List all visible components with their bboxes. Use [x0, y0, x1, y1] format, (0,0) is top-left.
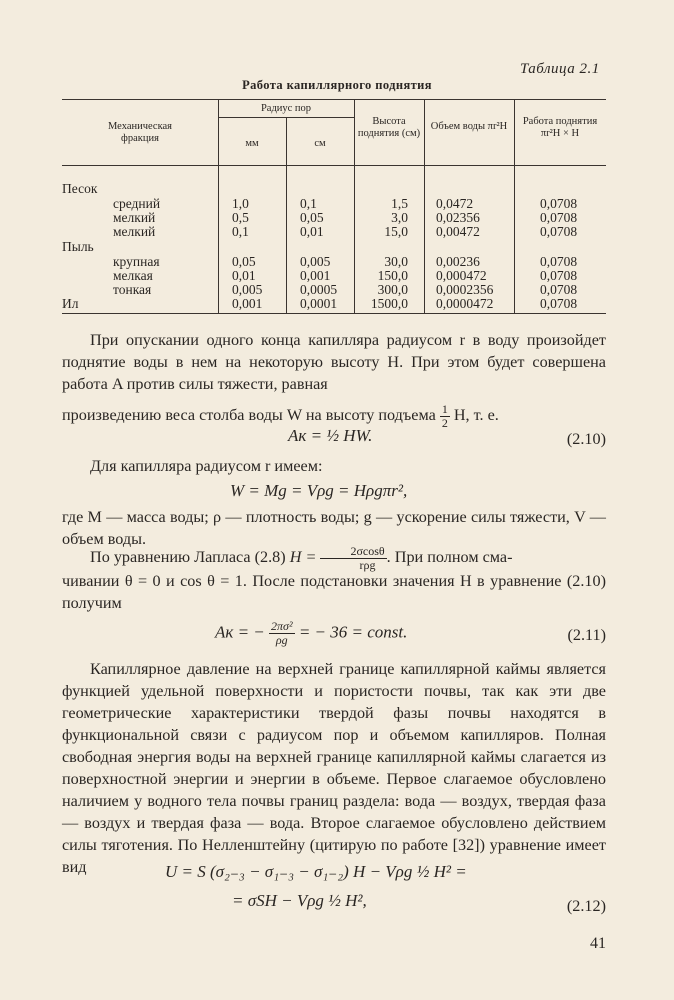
cell-work: 0,0708: [540, 196, 578, 211]
cell-volume: 0,0472: [436, 196, 474, 211]
row-name: мелкий: [113, 210, 156, 225]
header-height: Высота поднятия (см): [357, 116, 421, 139]
group-label: Ил: [62, 296, 79, 311]
table-caption: Таблица 2.1: [520, 61, 600, 77]
text-run: произведению веса столба воды W на высоту подъема: [62, 406, 436, 425]
cell-volume: 0,0000472: [436, 296, 494, 311]
fraction-denominator: ρg: [275, 633, 288, 647]
table-row: [0, 282, 674, 297]
table-row: [0, 268, 674, 283]
equation-number: (2.12): [566, 897, 606, 915]
cell-mm: 0,05: [232, 254, 256, 269]
cell-volume: 0,000472: [436, 268, 487, 283]
cell-height: 3,0: [391, 210, 408, 225]
cell-mm: 0,005: [232, 282, 263, 297]
cell-mm: 0,01: [232, 268, 256, 283]
cell-work: 0,0708: [540, 268, 578, 283]
equation-number: (2.11): [567, 626, 606, 644]
fraction-denominator: rρg: [359, 558, 376, 572]
paragraph: чивании θ = 0 и cos θ = 1. После подстановки значения H в уравнение (2.10) получим: [62, 572, 606, 612]
row-name: средний: [113, 196, 161, 211]
table-title: Работа капиллярного поднятия: [242, 78, 432, 92]
cell-volume: 0,00236: [436, 254, 480, 269]
cell-mm: 0,5: [232, 210, 249, 225]
table-top-rule: [62, 99, 606, 100]
text-run: . При полном сма-: [386, 548, 513, 567]
equation-number: (2.10): [566, 430, 606, 448]
cell-height: 1500,0: [370, 296, 408, 311]
equation-weight: W = Mg = Vρg = Hρgπr²,: [230, 481, 408, 500]
text-run: = − 36 = const.: [298, 622, 408, 642]
table-row: [0, 196, 674, 211]
text-run: H =: [289, 548, 317, 567]
group-row: [0, 181, 674, 196]
header-volume: Объем воды πr²H: [430, 121, 508, 132]
cell-height: 1,5: [391, 196, 408, 211]
table-row: [0, 254, 674, 269]
header-work: Работа поднятия πr²H × H: [522, 116, 598, 139]
header-radius: Радиус пор: [260, 103, 312, 114]
cell-height: 300,0: [377, 282, 408, 297]
header-bottom-rule: [62, 165, 606, 166]
cell-mm: 0,1: [232, 224, 249, 239]
fraction-numerator: 2πσ²: [271, 619, 293, 633]
group-label: Песок: [62, 181, 98, 196]
cell-work: 0,0708: [540, 296, 578, 311]
table-row: [0, 296, 674, 311]
text-run: По уравнению Лапласа (2.8): [90, 548, 286, 567]
cell-cm: 0,1: [300, 196, 317, 211]
cell-cm: 0,001: [300, 268, 331, 283]
cell-mm: 0,001: [232, 296, 263, 311]
row-name: крупная: [113, 254, 160, 269]
header-cm: см: [314, 138, 326, 149]
equation-2-12-line2: = σSH − Vρg ½ H²,: [232, 891, 367, 910]
table-row: [0, 224, 674, 239]
fraction-half: [440, 403, 450, 430]
cell-work: 0,0708: [540, 224, 578, 239]
row-name: тонкая: [113, 282, 152, 297]
cell-cm: 0,05: [300, 210, 324, 225]
cell-height: 150,0: [377, 268, 408, 283]
text-run: Aк = −: [215, 622, 265, 642]
fraction-numerator: 1: [441, 402, 448, 416]
eq211-fraction: [269, 620, 295, 647]
cell-cm: 0,0005: [300, 282, 338, 297]
row-name: мелкая: [113, 268, 153, 283]
fraction-numerator: 2σcosθ: [320, 545, 386, 559]
equation-2-10: Aк = ½ HW.: [288, 426, 373, 445]
table-bottom-rule: [62, 313, 606, 314]
paragraph: Капиллярное давление на верхней границе капиллярной каймы является функцией удельной поверхности и пористости почвы, так как эти две геометрические характеристики твердой фазы почвы находятся в функциональной связи с радиусом пор и объемом капилляров. Полная свободная энергия воды на верхней границе капиллярной каймы слагается из поверхностной энергии и энергии в объеме. Первое слагаемое обусловлено наличием у водного тела почвы границ раздела: вода — воздух, твердая фаза — воздух и твердая фаза — вода. Второе слагаемое обусловлено действием силы тяготения. По Нелленштейну (цитирую по работе [32]) уравнение имеет вид: [62, 660, 606, 876]
cell-height: 30,0: [384, 254, 408, 269]
cell-work: 0,0708: [540, 210, 578, 225]
equation-2-12-line1: U = S (σ₂₋₃ − σ₁₋₃ − σ₁₋₂) H − Vρg ½ H² =: [165, 862, 467, 881]
equation-2-11: [215, 620, 407, 647]
group-row: [0, 239, 674, 254]
table-row: [0, 210, 674, 225]
fraction-denominator: 2: [441, 416, 448, 430]
cell-cm: 0,0001: [300, 296, 338, 311]
row-name: мелкий: [113, 224, 156, 239]
laplace-fraction: [320, 545, 386, 572]
paragraph: При опускании одного конца капилляра радиусом r в воду произойдет поднятие воды в нем на некоторую высоту H. При этом будет совершена работа A против силы тяжести, равная: [62, 331, 606, 393]
cell-volume: 0,02356: [436, 210, 480, 225]
cell-mm: 1,0: [232, 196, 249, 211]
cell-work: 0,0708: [540, 282, 578, 297]
cell-height: 15,0: [384, 224, 408, 239]
page-number: 41: [590, 935, 606, 952]
paragraph: Для капилляра радиусом r имеем:: [90, 457, 323, 475]
cell-volume: 0,0002356: [436, 282, 494, 297]
header-mm: мм: [245, 138, 259, 149]
paragraph-line: [62, 545, 606, 572]
cell-cm: 0,01: [300, 224, 324, 239]
text-run: H, т. е.: [453, 406, 499, 425]
header-fraction: Механическая фракция: [107, 121, 173, 144]
cell-volume: 0,00472: [436, 224, 480, 239]
cell-work: 0,0708: [540, 254, 578, 269]
paragraph: где M — масса воды; ρ — плотность воды; g — ускорение силы тяжести, V — объем воды.: [62, 508, 606, 548]
cell-cm: 0,005: [300, 254, 331, 269]
group-label: Пыль: [62, 239, 94, 254]
